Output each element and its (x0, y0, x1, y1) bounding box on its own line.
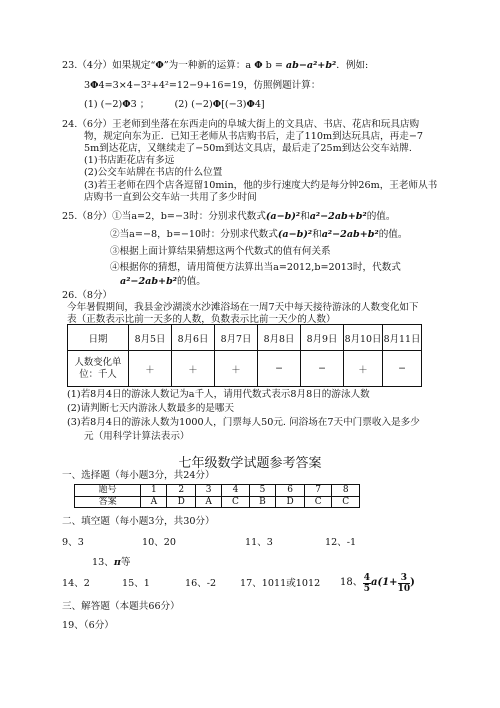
q25-expr1: (a−b)² (277, 229, 313, 240)
table-cell: D (167, 496, 196, 508)
q25-expr2: a²−2ab+b² (321, 229, 379, 240)
section-choice: 一、选择题（每小题3分，共24分） (62, 470, 215, 481)
q25-end: 的值。 (177, 276, 206, 287)
q23-parts (84, 99, 265, 111)
section-fill: 二、填空题（每小题3分，共30分） (62, 516, 215, 527)
answer-18 (340, 572, 415, 595)
table-cell: C (304, 496, 332, 508)
answer-14: 14、2 (62, 578, 90, 589)
operator-symbol: Φ (212, 99, 222, 110)
q24-sub2: (2)公交车站牌在书店的什么位置 (84, 167, 223, 178)
table-cell: ＋ (129, 351, 172, 387)
table-cell: 3 (196, 485, 222, 497)
q23-part2-tail: 4] (254, 99, 265, 110)
table-cell: 7 (304, 485, 332, 497)
q25-line4: ④根据你的猜想，请用简便方法算出当a=2012,b=2013时，代数式 (110, 262, 401, 273)
q25-end: 的值。 (366, 211, 396, 222)
q23-part2: (2) (−2) (174, 99, 213, 110)
table-cell: A (196, 496, 222, 508)
q25-end: 的值。 (378, 229, 408, 240)
fraction-denominator: 5 (363, 583, 370, 594)
q23-example-start: 3 (84, 80, 91, 91)
q24-sub1: (1)书店距花店有多远 (84, 155, 175, 166)
answer-key-title: 七年级数学试题参考答案 (178, 456, 322, 471)
table-cell: B (249, 496, 276, 508)
q23-part2-mid: [(−3) (221, 99, 247, 110)
q26-line2: 表（正数表示比前一天多的人数，负数表示比前一天少的人数） (67, 314, 336, 325)
q25-expr3: a²−2ab+b² (120, 276, 178, 287)
table-cell: 4 (222, 485, 250, 497)
q25-line5 (120, 276, 206, 288)
answer-16: 16、-2 (185, 578, 217, 589)
q25-text: ②当a=−8，b=−10时：分别求代数式 (110, 229, 278, 240)
answer-11: 11、3 (245, 537, 273, 548)
operator-symbol: Φ (122, 99, 131, 110)
q25-text: 25.（8分）①当a=2，b=−3时：分别求代数式 (62, 211, 266, 222)
table-cell: ＋ (172, 351, 215, 387)
table-cell: ＋ (344, 351, 383, 387)
q25-line3: ③根据上面计算结果猜想这两个代数式的值有何关系 (110, 246, 331, 257)
q23-b: b = (262, 60, 286, 71)
table-cell: 8月5日 (129, 325, 172, 351)
visitor-change-table (67, 324, 422, 387)
table-cell: 题号 (75, 485, 141, 497)
table-cell: 5 (249, 485, 276, 497)
table-cell: 8月11日 (383, 325, 422, 351)
table-cell: 日期 (68, 325, 129, 351)
table-cell: 人数变化单位：千人 (68, 351, 129, 387)
table-cell: ＋ (215, 351, 258, 387)
table-cell: A (141, 496, 167, 508)
q25-and: 和 (312, 229, 322, 240)
table-cell: C (222, 496, 250, 508)
answer-13-tail: 等 (120, 557, 131, 568)
table-cell: 8月10日 (344, 325, 383, 351)
table-cell: 2 (167, 485, 196, 497)
fraction-denominator: 10 (397, 583, 411, 594)
q26-head: 26.（8分） (62, 290, 113, 301)
q25-line2 (110, 229, 408, 241)
table-cell: 1 (141, 485, 167, 497)
table-row (68, 325, 422, 351)
q23-line1 (62, 60, 368, 72)
table-cell: − (383, 351, 422, 387)
q25-expr1: (a−b)² (265, 211, 301, 222)
answer-19: 19、（6分） (62, 620, 114, 631)
q23-part1-tail: 3 ； (130, 99, 150, 110)
table-cell: D (276, 496, 305, 508)
answer-12: 12、-1 (325, 537, 357, 548)
fraction-numerator: 3 (398, 573, 411, 584)
table-cell: 8 (332, 485, 360, 497)
q26-sub2: (2)请判断七天内游泳人数最多的是哪天 (67, 403, 235, 414)
q26-sub1: (1)若8月4日的游泳人数记为a千人，请用代数式表示8月8日的游泳人数 (67, 389, 370, 400)
operator-symbol: Φ (90, 80, 99, 91)
q23-example-end: 4=3×4−3²+4²=12−9+16=19，仿照例题计算： (98, 80, 321, 91)
q26-line1: 今年暑假期间，我县金沙湖淡水沙滩浴场在一周7天中每天接待游泳的人数变化如下 (67, 302, 419, 313)
table-row (68, 351, 422, 387)
q23-example (84, 80, 320, 92)
pi-symbol: π (113, 557, 121, 568)
q25-expr2: a²−2ab+b² (309, 211, 367, 222)
fraction-3-10 (398, 573, 411, 594)
table-cell: − (258, 351, 301, 387)
q23-head: 23.（4分）如果规定“ (62, 60, 156, 71)
q24-sub3-cont: 店购书一直到公交车站一共用了多少时间 (84, 192, 257, 203)
table-cell: 8月7日 (215, 325, 258, 351)
q26-sub3: (3)若8月4日的游泳人数为1000人，门票每人50元. 问浴场在7天中门票收入是多少 (67, 417, 420, 428)
operator-symbol: Φ (155, 60, 164, 71)
fraction-4-5 (363, 573, 371, 594)
table-cell: 6 (276, 485, 305, 497)
operator-symbol: Φ (254, 60, 263, 71)
q23-tail: ．例如: (336, 60, 369, 71)
q26-sub3-cont: 元（用科学计算法表示） (84, 431, 190, 442)
answer-18-close: ) (410, 577, 415, 588)
table-cell: − (301, 351, 344, 387)
table-cell: 8月9日 (301, 325, 344, 351)
operator-symbol: Φ (246, 99, 255, 110)
q25-line1 (62, 211, 396, 223)
table-cell: 答案 (75, 496, 141, 508)
q24-line1: 24.（6分）王老师到坐落在东西走向的阜城大街上的文具店、书店、花店和玩具店购 (62, 119, 420, 130)
answer-table (74, 484, 360, 508)
table-row (75, 485, 360, 497)
q25-and: 和 (300, 211, 310, 222)
answer-17: 17、1011或1012 (240, 578, 321, 589)
q24-line2: 物，规定向东为正．已知王老师从书店购书后，走了110m到达玩具店，再走−7 (84, 131, 423, 142)
answer-13-label: 13、 (92, 557, 114, 568)
answer-18-expr: a(1+ (371, 577, 398, 588)
section-solve: 三、解答题（本题共66分） (62, 601, 180, 612)
table-cell: 8月8日 (258, 325, 301, 351)
q24-sub3: (3)若王老师在四个店各逗留10min，他的步行速度大约是每分钟26m，王老师从书 (84, 180, 438, 191)
table-row (75, 496, 360, 508)
answer-18-label: 18、 (340, 577, 363, 588)
q23-formula: ab−a²+b² (285, 60, 337, 71)
answer-13 (92, 557, 130, 569)
q23-part1: (1) (−2) (84, 99, 123, 110)
fraction-numerator: 4 (363, 572, 370, 583)
table-cell: 8月6日 (172, 325, 215, 351)
table-cell: C (332, 496, 360, 508)
q23-mid: ”为一种新的运算：a (163, 60, 255, 71)
answer-10: 10、20 (142, 537, 177, 548)
answer-9: 9、3 (62, 537, 84, 548)
q24-line3: 5m到达花店，又继续走了−50m到达文具店，最后走了25m到达公交车站牌. (84, 143, 412, 154)
answer-15: 15、1 (122, 578, 150, 589)
